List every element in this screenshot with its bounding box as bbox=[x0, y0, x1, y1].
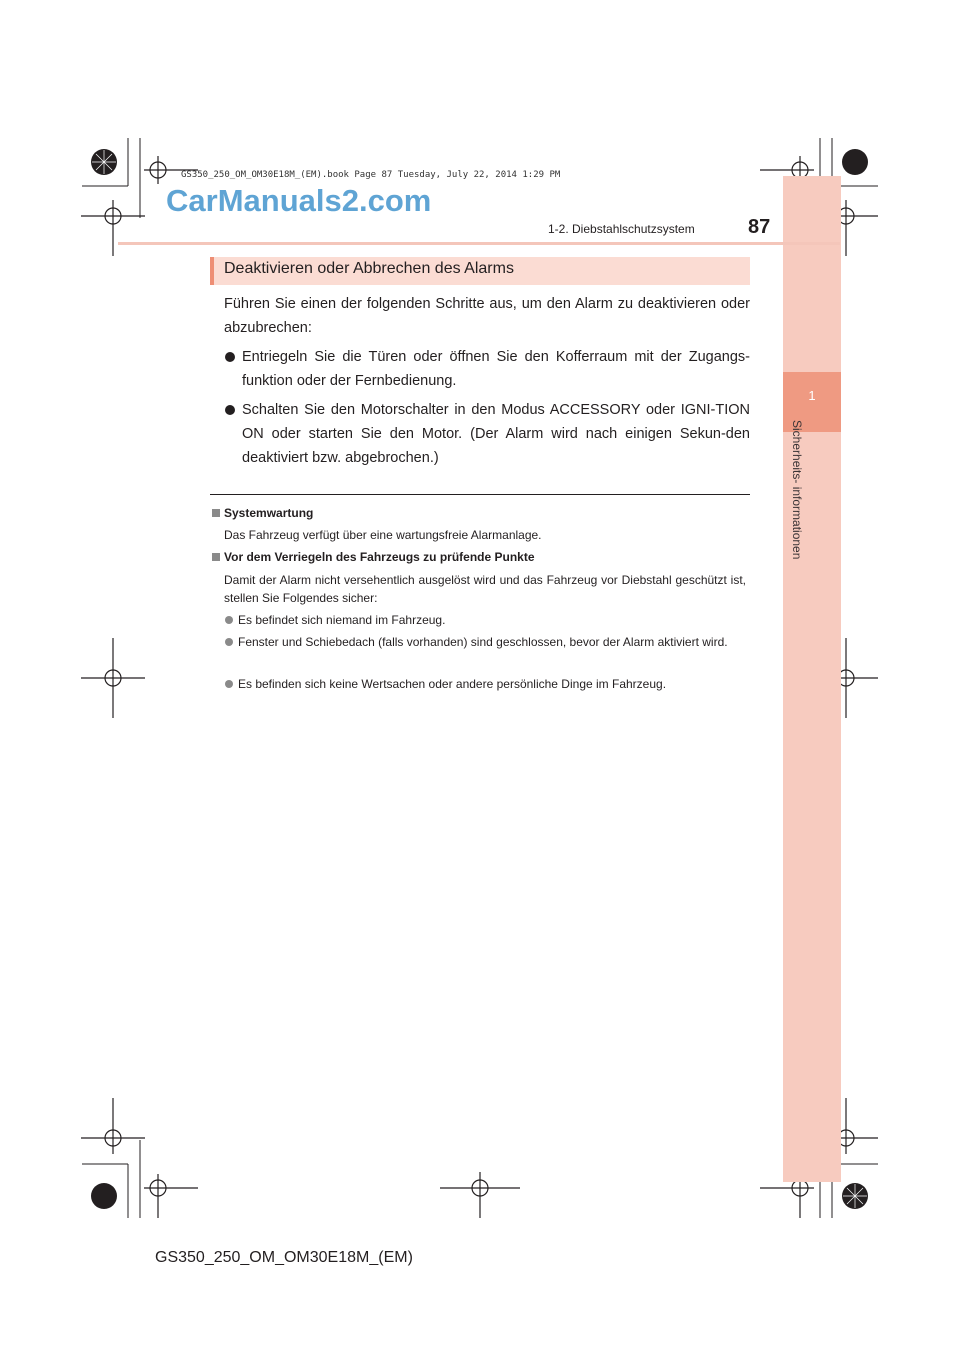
bullet-icon bbox=[225, 352, 235, 362]
square-bullet-icon bbox=[212, 553, 220, 561]
bullet-item: Schalten Sie den Motorschalter in den Modus ACCESSORY oder IGNI-TION ON oder starten Sie den Motor. (Der Alarm wird nach einigen Sekun-den deaktiviert bzw. abgebrochen.) bbox=[242, 402, 750, 466]
section-title: 1-2. Diebstahlschutzsystem bbox=[548, 222, 695, 236]
intro-paragraph: Führen Sie einen der folgenden Schritte aus, um den Alarm zu deaktivieren oder abzubrechen: bbox=[224, 296, 750, 336]
small-bullet-icon bbox=[225, 638, 233, 646]
note-item: Fenster und Schiebedach (falls vorhanden) sind geschlossen, bevor der Alarm aktiviert wird. bbox=[238, 635, 728, 649]
note-title: Vor dem Verriegeln des Fahrzeugs zu prüfende Punkte bbox=[224, 550, 535, 564]
note-body: Damit der Alarm nicht versehentlich ausgelöst wird und das Fahrzeug vor Diebstahl geschützt ist, stellen Sie Folgendes sicher: bbox=[224, 573, 746, 605]
divider bbox=[210, 494, 750, 495]
note-item: Es befinden sich keine Wertsachen oder andere persönliche Dinge im Fahrzeug. bbox=[238, 677, 667, 691]
chapter-number: 1 bbox=[808, 388, 816, 403]
bullet-icon bbox=[225, 405, 235, 415]
note-title: Systemwartung bbox=[224, 506, 314, 520]
watermark-logo: CarManuals2.com bbox=[166, 183, 432, 218]
bullet-item: Entriegeln Sie die Türen oder öffnen Sie den Kofferraum mit der Zugangs-funktion oder der Fernbedienung. bbox=[242, 349, 750, 389]
chapter-side-tab bbox=[783, 176, 841, 1182]
small-bullet-icon bbox=[225, 680, 233, 688]
small-bullet-icon bbox=[225, 616, 233, 624]
note-body: Das Fahrzeug verfügt über eine wartungsfreie Alarmanlage. bbox=[224, 528, 542, 542]
chapter-title: Sicherheits- informationen bbox=[790, 420, 804, 560]
page-number: 87 bbox=[748, 216, 771, 238]
footer-code: GS350_250_OM_OM30E18M_(EM) bbox=[155, 1249, 413, 1266]
note-item: Es befindet sich niemand im Fahrzeug. bbox=[238, 613, 446, 627]
square-bullet-icon bbox=[212, 509, 220, 517]
section-heading: Deaktivieren oder Abbrechen des Alarms bbox=[224, 260, 514, 277]
book-info: GS350_250_OM_OM30E18M_(EM).book Page 87 Tuesday, July 22, 2014 1:29 PM bbox=[181, 170, 561, 180]
header-rule bbox=[118, 242, 840, 245]
